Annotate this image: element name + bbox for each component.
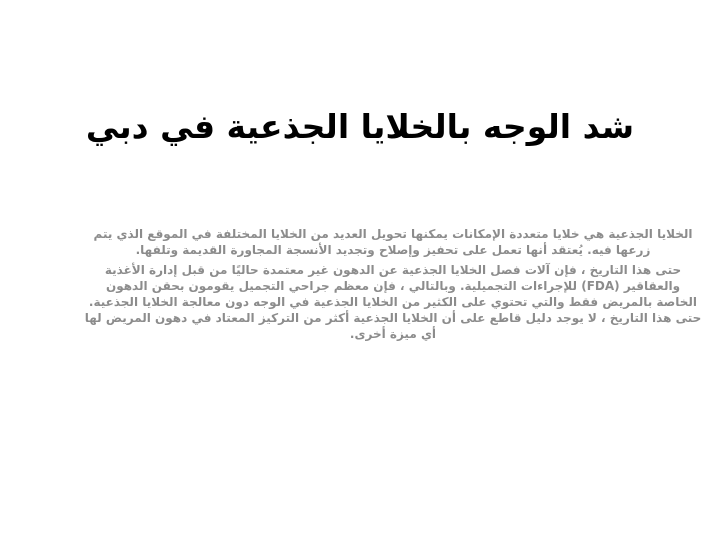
body-paragraph: الخلايا الجذعية هي خلايا متعددة الإمكانات يمكنها تحويل العديد من الخلايا المختلفة في الموقع الذي يتم زرعها فيه. يُعتقد أنها تعمل على تحفيز وإصلاح وتجديد الأنسجة المجاورة القديمة وتلفها. [93,227,693,257]
slide-body [84,226,702,346]
slide-title: شد الوجه بالخلايا الجذعية في دبي [85,107,635,146]
body-paragraph: حتى هذا التاريخ ، فإن آلات فصل الخلايا الجذعية عن الدهون غير معتمدة حاليًا من قبل إدارة الأغذية والعقاقير (FDA) للإجراءات التجميلية. وبالتالي ، فإن معظم جراحي التجميل يقومون بحقن الدهون الخاصة بالمريض فقط والتي تحتوي على الكثير من الخلايا الجذعية في الوجه دون معالجة الخلايا الجذعية. حتى هذا التاريخ ، لا يوجد دليل قاطع على أن الخلايا الجذعية أكثر من التركيز المعتاد في دهون المريض لها أي ميزة أخرى. [84,263,702,341]
